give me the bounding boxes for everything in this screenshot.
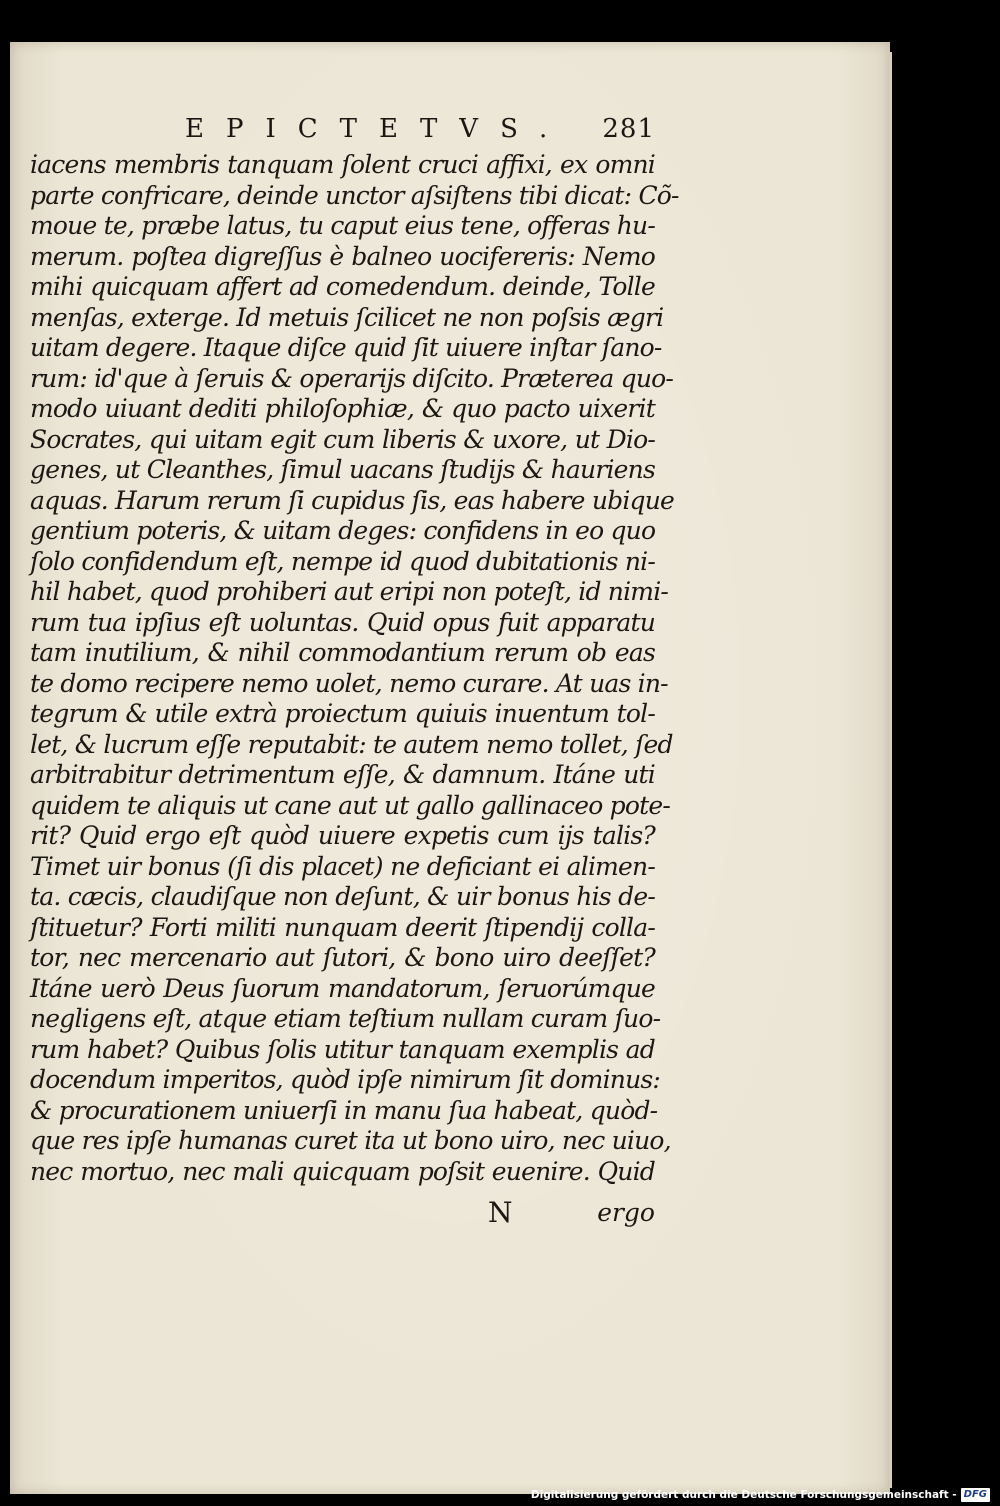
text-line: genes, ut Cleanthes, ſimul uacans ſtudijs & hauriens: [30, 455, 655, 484]
running-title: EPICTETVS.: [185, 114, 570, 144]
dfg-footer: [531, 1486, 990, 1504]
body-text: [30, 150, 679, 1187]
signature-mark: N: [488, 1196, 513, 1229]
text-line: let, & lucrum eſſe reputabit: te autem nemo tollet, ſed: [30, 729, 673, 759]
text-line: Socrates, qui uitam egit cum liberis & uxore, ut Dio-: [30, 424, 655, 454]
text-line: merum. poſtea digreſſus è balneo uocifereris: Nemo: [30, 241, 655, 271]
page-number: 281: [602, 114, 655, 144]
dfg-notice-text: Digitalisierung gefördert durch die Deutsche Forschungsgemeinschaft -: [530, 1489, 957, 1501]
text-line: ſtituetur? Forti militi nunquam deerit ſtipendij colla-: [30, 912, 655, 942]
text-line: tam inutilium, & nihil commodantium rerum ob eas: [30, 638, 655, 667]
running-head: [185, 112, 655, 152]
text-line: moue te, præbe latus, tu caput eius tene, offeras hu-: [30, 211, 655, 240]
text-line: rit? Quid ergo eſt quòd uiuere expetis cum ijs talis?: [30, 821, 655, 850]
text-line: parte confricare, deinde unctor aſsiſtens tibi dicat: Cõ-: [30, 180, 679, 210]
text-line: rum: id'que à ſeruis & operarijs diſcito. Præterea quo-: [30, 363, 674, 393]
text-line: ta. cæcis, claudiſque non deſunt, & uir bonus his de-: [30, 882, 655, 911]
text-line: iacens membris tanquam ſolent cruci affixi, ex omni: [30, 150, 655, 179]
text-line: Timet uir bonus (ſi dis placet) ne deficiant ei alimen-: [30, 851, 655, 881]
catchword: ergo: [597, 1198, 655, 1227]
text-line: gentium poteris, & uitam deges: confidens in eo quo: [30, 516, 656, 545]
text-line: & procurationem uniuerſi in manu ſua habeat, quòd-: [30, 1095, 658, 1125]
text-line: docendum imperitos, quòd ipſe nimirum ſit dominus:: [30, 1065, 661, 1094]
text-line: negligens eſt, atque etiam teſtium nullam curam ſuo-: [30, 1004, 661, 1033]
text-line: aquas. Harum rerum ſi cupidus ſis, eas habere ubique: [30, 485, 675, 515]
text-line: tor, nec mercenario aut ſutori, & bono uiro deeſſet?: [30, 943, 655, 972]
text-line: uitam degere. Itaque diſce quid ſit uiuere inſtar ſano-: [30, 333, 662, 362]
text-line: menſas, exterge. Id metuis ſcilicet ne non poſsis ægri: [30, 302, 664, 332]
text-line: Itáne uerò Deus ſuorum mandatorum, ſeruorúmque: [30, 973, 655, 1003]
text-line: rum tua ipſius eſt uoluntas. Quid opus fuit apparatu: [30, 607, 655, 637]
text-line: modo uiuant dediti philoſophiæ, & quo pacto uixerit: [30, 394, 655, 423]
text-line: hil habet, quod prohiberi aut eripi non poteſt, id nimi-: [30, 577, 669, 606]
text-line: arbitrabitur detrimentum eſſe, & damnum. Itáne uti: [30, 760, 655, 789]
text-line: quidem te aliquis ut cane aut ut gallo gallinaceo pote-: [30, 790, 670, 820]
text-line: nec mortuo, nec mali quicquam poſsit euenire. Quid: [30, 1156, 655, 1186]
text-line: rum habet? Quibus ſolis utitur tanquam exemplis ad: [30, 1034, 655, 1064]
dfg-logo-icon[interactable]: DFG: [961, 1488, 990, 1502]
text-line: mihi quicquam affert ad comedendum. deinde, Tolle: [30, 272, 655, 301]
text-line: que res ipſe humanas curet ita ut bono uiro, nec uiuo,: [30, 1126, 671, 1155]
text-line: te domo recipere nemo uolet, nemo curare. At uas in-: [30, 668, 668, 698]
catchword-line: [30, 1196, 655, 1230]
text-line: tegrum & utile extrà proiectum quiuis inuentum tol-: [30, 699, 655, 728]
text-line: ſolo confidendum eſt, nempe id quod dubitationis ni-: [30, 546, 655, 576]
